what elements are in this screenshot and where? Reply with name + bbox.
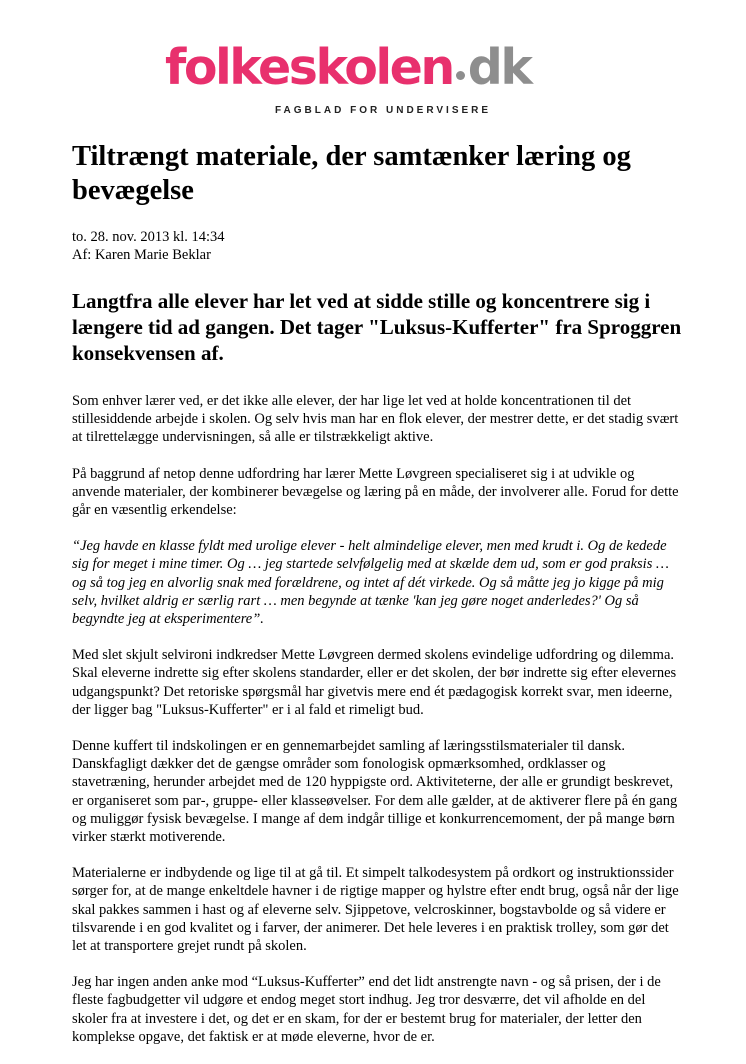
article-paragraph: Denne kuffert til indskolingen er en gennemarbejdet samling af læringsstilsmaterialer til dansk. Danskfagligt dækker det de gængse områder som fonologisk opmærksomhed, ordklasser og stavetræning, herunder arbejdet med de 120 hyppigste ord. Aktiviteterne, der alle er grundigt beskrevet, er organiseret som par-, gruppe- eller klasseøvelser. For dem alle gælder, at de aktiverer flere på én gang og muliggør fysisk bevægelse. I mange af dem indgår tillige et konkurrencemoment, der på mange børn virker stærkt motiverende.	[72, 738, 678, 846]
article	[72, 140, 682, 1064]
article-date: to. 28. nov. 2013 kl. 14:34	[72, 229, 225, 245]
article-paragraph: Materialerne er indbydende og lige til at gå til. Et simpelt talkodesystem på ordkort og instruktionssider sørger for, at de mange enkeltdele havner i de rigtige mapper og hylstre efter endt brug, også når der lige skal pakkes sammen i hast og af eleverne selv. Sjippetove, velcroskinner, bogstavbolde og så videre er tilsvarende i en god kvalitet og i farver, der animerer. Det hele leveres i en praktisk trolley, som gør det let at transportere grejet rundt på skolen.	[72, 865, 679, 955]
logo-tagline: FAGBLAD FOR UNDERVISERE	[275, 105, 492, 116]
article-author: Af: Karen Marie Beklar	[72, 247, 211, 263]
article-title: Tiltrængt materiale, der samtænker læring og bevægelse	[72, 141, 631, 206]
article-meta	[72, 228, 682, 264]
logo-wordmark	[165, 38, 530, 98]
article-quote: “Jeg havde en klasse fyldt med urolige elever - helt almindelige elever, men med krudt i. Og de kedede sig for meget i mine timer. Og … jeg startede selvfølgelig med at skælde dem ud, som er god praksis … og så tog jeg en alvorlig snak med forældrene, og intet af dét virkede. Og så måtte jeg jo kigge på mig selv, hvilket aldrig er særlig rart … men begynde at tænke 'kan jeg gøre noget anderledes?' Og så begyndte jeg at eksperimentere”.	[72, 538, 669, 628]
article-paragraph: Som enhver lærer ved, er det ikke alle elever, der har lige let ved at holde koncentrationen til det stillesiddende arbejde i skolen. Og selv hvis man har en flok elever, der mestrer dette, er det stadig svært at tilrettelægge undervisningen, så alle er tilstrækkeligt aktive.	[72, 393, 679, 446]
article-lead: Langtfra alle elever har let ved at sidde stille og koncentrere sig i længere tid ad gangen. Det tager "Luksus-Kufferter" fra Sproggren konsekvensen af.	[72, 289, 682, 365]
logo-dot-icon	[456, 71, 465, 80]
article-paragraph: Jeg har ingen anden anke mod “Luksus-Kufferter” end det lidt anstrengte navn - og så prisen, der i de fleste fagbudgetter vil udgøre et endog meget stort indhug. Jeg tror desværre, det vil afholde en del skoler fra at investere i det, og det er en skam, for der er bestemt brug for materialer, der letter den komplekse opgave, det faktisk er at møde eleverne, hvor de er.	[72, 974, 661, 1045]
logo-main-text: folkeskolen	[165, 39, 453, 96]
article-paragraph: Med slet skjult selvironi indkredser Mette Løvgreen dermed skolens evindelige udfordring og dilemma. Skal eleverne indrette sig efter skolens standarder, eller er det skolen, der bør indrette sig efter elevernes udgangspunkt? Det retoriske spørgsmål har givetvis mere end ét pædagogisk korrekt svar, men ideerne, der ligger bag "Luksus-Kufferter" er i al fald et rimeligt bud.	[72, 647, 677, 718]
site-logo[interactable]	[165, 38, 585, 122]
article-paragraph: På baggrund af netop denne udfordring har lærer Mette Løvgreen specialiseret sig i at udvikle og anvende materialer, der kombinerer bevægelse og læring på en måde, der involverer alle. Forud for dette går en væsentlig erkendelse:	[72, 465, 679, 519]
logo-domain-text: dk	[467, 39, 531, 96]
